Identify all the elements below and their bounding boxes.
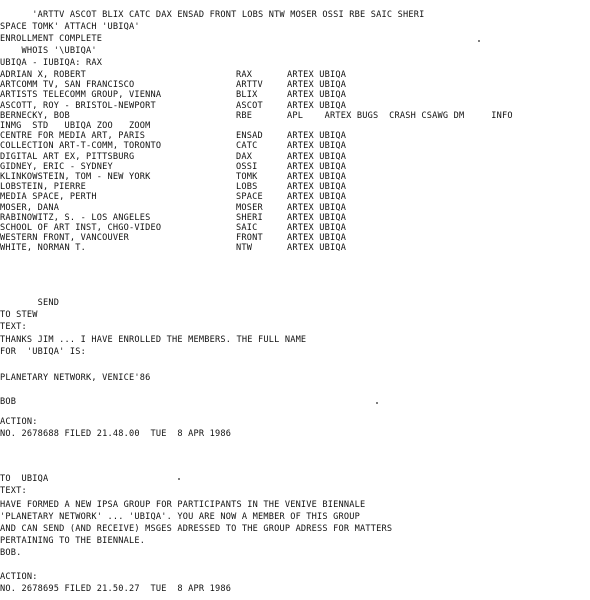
header-line-1: 'ARTTV ASCOT BLIX CATC DAX ENSAD FRONT LOBS NTW MOSER OSSI RBE SAIC SHERI <box>0 10 425 20</box>
member-groups: ARTEX UBIQA <box>287 192 347 203</box>
member-name: ASCOTT, ROY - BRISTOL-NEWPORT <box>0 100 156 111</box>
print-speck <box>376 402 378 404</box>
message-1-signature: BOB <box>0 397 17 407</box>
message-1-action: NO. 2678688 FILED 21.48.00 TUE 8 APR 1986 <box>0 429 232 439</box>
message-2-action: NO. 2678695 FILED 21.50.27 TUE 8 APR 1986 <box>0 584 232 594</box>
header-line-3: ENROLLMENT COMPLETE <box>0 34 103 44</box>
member-name: GIDNEY, ERIC - SYDNEY <box>0 161 113 172</box>
member-name: INMG STD UBIQA ZOO ZOOM <box>0 121 151 131</box>
member-code: MOSER <box>236 202 263 213</box>
member-code: FRONT <box>236 233 263 244</box>
message-1-line-1: THANKS JIM ... I HAVE ENROLLED THE MEMBERS. THE FULL NAME <box>0 335 307 345</box>
member-groups: ARTEX UBIQA <box>287 70 347 80</box>
member-name: SCHOOL OF ART INST, CHGO-VIDEO <box>0 223 162 233</box>
member-name: ARTISTS TELECOMM GROUP, VIENNA <box>0 90 162 101</box>
member-groups: ARTEX UBIQA <box>287 172 347 182</box>
member-groups: ARTEX UBIQA <box>287 90 347 101</box>
member-code: ARTTV <box>236 80 263 91</box>
message-2-to: TO UBIQA <box>0 474 49 484</box>
member-code: OSSI <box>236 161 258 172</box>
member-code: RBE <box>236 110 253 121</box>
member-name: BERNECKY, BOB <box>0 110 70 121</box>
member-groups: ARTEX UBIQA <box>287 100 347 111</box>
print-speck <box>478 40 480 42</box>
member-name: LOBSTEIN, PIERRE <box>0 182 86 193</box>
member-groups: ARTEX UBIQA <box>287 80 347 91</box>
message-1-line-3: PLANETARY NETWORK, VENICE'86 <box>0 373 151 383</box>
member-code: SHERI <box>236 212 263 223</box>
member-groups: ARTEX UBIQA <box>287 243 347 254</box>
message-2-line-1: HAVE FORMED A NEW IPSA GROUP FOR PARTICIPANTS IN THE VENIVE BIENNALE <box>0 500 366 510</box>
member-code: LOBS <box>236 182 258 193</box>
member-name: ARTCOMM TV, SAN FRANCISCO <box>0 80 135 91</box>
message-1-line-2: FOR 'UBIQA' IS: <box>0 347 86 357</box>
member-groups: ARTEX UBIQA <box>287 151 347 162</box>
send-command: SEND <box>0 298 60 308</box>
member-groups: ARTEX UBIQA <box>287 161 347 172</box>
message-2-text-label: TEXT: <box>0 486 27 496</box>
member-groups: ARTEX UBIQA <box>287 223 347 233</box>
member-name: RABINOWITZ, S. - LOS ANGELES <box>0 212 151 223</box>
member-name: ADRIAN X, ROBERT <box>0 70 86 80</box>
member-code: RAX <box>236 70 253 80</box>
member-groups: ARTEX UBIQA <box>287 182 347 193</box>
member-name: MOSER, DANA <box>0 202 60 213</box>
header-line-5: UBIQA - IUBIQA: RAX <box>0 58 103 68</box>
member-name: COLLECTION ART-T-COMM, TORONTO <box>0 141 162 152</box>
member-name: WHITE, NORMAN T. <box>0 243 86 254</box>
member-code: DAX <box>236 151 253 162</box>
member-code: TOMK <box>236 172 258 182</box>
member-code: CATC <box>236 141 258 152</box>
message-1-text-label: TEXT: <box>0 322 27 332</box>
message-2-line-4: PERTAINING TO THE BIENNALE. <box>0 536 146 546</box>
member-groups: ARTEX UBIQA <box>287 141 347 152</box>
message-2-action-label: ACTION: <box>0 572 38 582</box>
member-groups: APL ARTEX BUGS CRASH CSAWG DM INFO <box>287 110 513 121</box>
member-groups: ARTEX UBIQA <box>287 212 347 223</box>
member-name: KLINKOWSTEIN, TOM - NEW YORK <box>0 172 151 182</box>
message-1-to: TO STEW <box>0 310 38 320</box>
member-name: DIGITAL ART EX, PITTSBURG <box>0 151 135 162</box>
header-line-4: WHOIS '\UBIQA' <box>0 46 97 56</box>
print-speck <box>178 478 180 480</box>
message-1-action-label: ACTION: <box>0 417 38 427</box>
member-groups: ARTEX UBIQA <box>287 233 347 244</box>
member-code: SAIC <box>236 223 258 233</box>
member-code: NTW <box>236 243 253 254</box>
message-2-line-3: AND CAN SEND (AND RECEIVE) MSGES ADRESSED TO THE GROUP ADRESS FOR MATTERS <box>0 524 393 534</box>
member-name: CENTRE FOR MEDIA ART, PARIS <box>0 131 146 142</box>
message-2-signature: BOB. <box>0 548 22 558</box>
member-code: ENSAD <box>236 131 263 142</box>
member-code: BLIX <box>236 90 258 101</box>
member-name: WESTERN FRONT, VANCOUVER <box>0 233 129 244</box>
member-code: SPACE <box>236 192 263 203</box>
member-groups: ARTEX UBIQA <box>287 131 347 142</box>
member-code: ASCOT <box>236 100 263 111</box>
header-line-2: SPACE TOMK' ATTACH 'UBIQA' <box>0 22 140 32</box>
member-name: MEDIA SPACE, PERTH <box>0 192 97 203</box>
member-groups: ARTEX UBIQA <box>287 202 347 213</box>
message-2-line-2: 'PLANETARY NETWORK' ... 'UBIQA'. YOU ARE NOW A MEMBER OF THIS GROUP <box>0 512 361 522</box>
